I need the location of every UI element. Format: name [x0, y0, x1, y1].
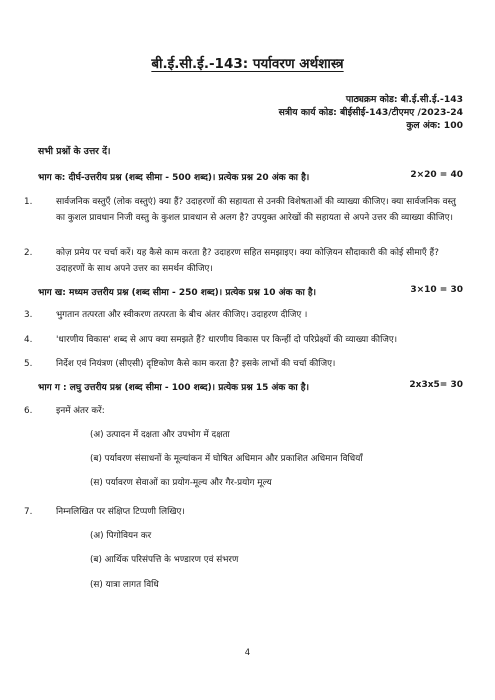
question-text: सार्वजनिक वस्तुएँ (लोक वस्तुएं) क्या हैं? उदाहरणों की सहायता से उनकी विशेषताओं की व्याख्या कीजिए। क्या सार्वजनिक वस्तु का कुशल प्रावधान निजी वस्तु के कुशल प्रावधान से अलग है? उपयुक्त आरेखों की सहायता से अपने उत्तर की व्याख्या कीजिए।: [56, 197, 456, 223]
section-b-heading: [38, 285, 463, 298]
section-c-title: भाग ग : लघु उत्तरीय प्रश्न (शब्द सीमा - 100 शब्द)। प्रत्येक प्रश्न 15 अंक का है।: [38, 383, 309, 393]
section-a-marks: 2×20 = 40: [410, 170, 463, 180]
question-4: [24, 332, 463, 348]
question-text: निम्नलिखित पर संक्षिप्त टिप्पणी लिखिए।: [56, 507, 185, 517]
question-number: 1.: [24, 197, 33, 207]
question-7-part-b: (ब) आर्थिक परिसंपत्ति के भण्डारण एवं संभरण: [90, 555, 239, 565]
question-number: 3.: [24, 310, 33, 320]
section-a-heading: [38, 170, 463, 183]
question-text: निर्देश एवं नियंत्रण (सीएसी) दृष्टिकोण कैसे काम करता है? इसके लाभों की चर्चा कीजिए।: [56, 359, 336, 369]
section-c-marks: 2x3x5= 30: [409, 380, 463, 390]
question-text: इनमें अंतर करें:: [56, 406, 105, 416]
question-number: 2.: [24, 248, 33, 258]
question-6-part-c: (स) पर्यावरण सेवाओं का प्रयोग-मूल्य और गैर-प्रयोग मूल्य: [90, 478, 272, 488]
course-code: पाठ्यक्रम कोड: बी.ई.सी.ई.-143: [345, 94, 463, 105]
meta-block: [279, 93, 463, 132]
question-1: [24, 194, 463, 226]
question-6-part-b: (ब) पर्यावरण संसाधनों के मूल्यांकन में घोषित अधिमान और प्रकाशित अधिमान विधियाँ: [90, 454, 363, 464]
question-6-part-a: (अ) उत्पादन में दक्षता और उपभोग में दक्षता: [90, 430, 230, 440]
total-marks: कुल अंक: 100: [406, 120, 463, 131]
question-text: कोज़ प्रमेय पर चर्चा करें। यह कैसे काम करता है? उदाहरण सहित समझाइए। क्या कोज़ियन सौदाकारी की कोई सीमाएँ हैं? उदाहरणों के साथ अपने उत्तर का समर्थन कीजिए।: [56, 248, 439, 274]
question-number: 6.: [24, 406, 33, 416]
question-5: [24, 356, 463, 372]
question-3: [24, 307, 463, 323]
section-b-title: भाग ख: मध्यम उत्तरीय प्रश्न (शब्द सीमा - 250 शब्द)। प्रत्येक प्रश्न 10 अंक का है।: [38, 288, 317, 298]
question-2: [24, 245, 463, 277]
question-7: [24, 504, 463, 520]
question-6: [24, 403, 463, 419]
instruction: सभी प्रश्नों के उत्तर दें।: [38, 146, 111, 157]
question-7-part-c: (स) यात्रा लागत विधि: [90, 580, 159, 590]
section-b-marks: 3×10 = 30: [410, 285, 463, 295]
page-number: 4: [244, 648, 251, 658]
section-a-title: भाग क: दीर्घ-उत्तरीय प्रश्न (शब्द सीमा - 500 शब्द)। प्रत्येक प्रश्न 20 अंक का है।: [38, 173, 310, 183]
question-text: 'धारणीय विकास' शब्द से आप क्या समझते हैं? धारणीय विकास पर किन्हीं दो परिप्रेक्ष्यों की व्याख्या कीजिए।: [56, 335, 398, 345]
question-number: 4.: [24, 335, 33, 345]
question-7-part-a: (अ) पिगोवियन कर: [90, 531, 152, 541]
question-number: 5.: [24, 359, 33, 369]
question-number: 7.: [24, 507, 33, 517]
section-c-heading: [38, 380, 463, 393]
question-text: भुगतान तत्परता और स्वीकरण तत्परता के बीच अंतर कीजिए। उदाहरण दीजिए ।: [56, 310, 308, 320]
document-title: बी.ई.सी.ई.-143: पर्यावरण अर्थशास्त्र: [151, 56, 344, 72]
assignment-code: सत्रीय कार्य कोड: बीईसीई-143/टीएमए /2023-24: [278, 107, 463, 118]
